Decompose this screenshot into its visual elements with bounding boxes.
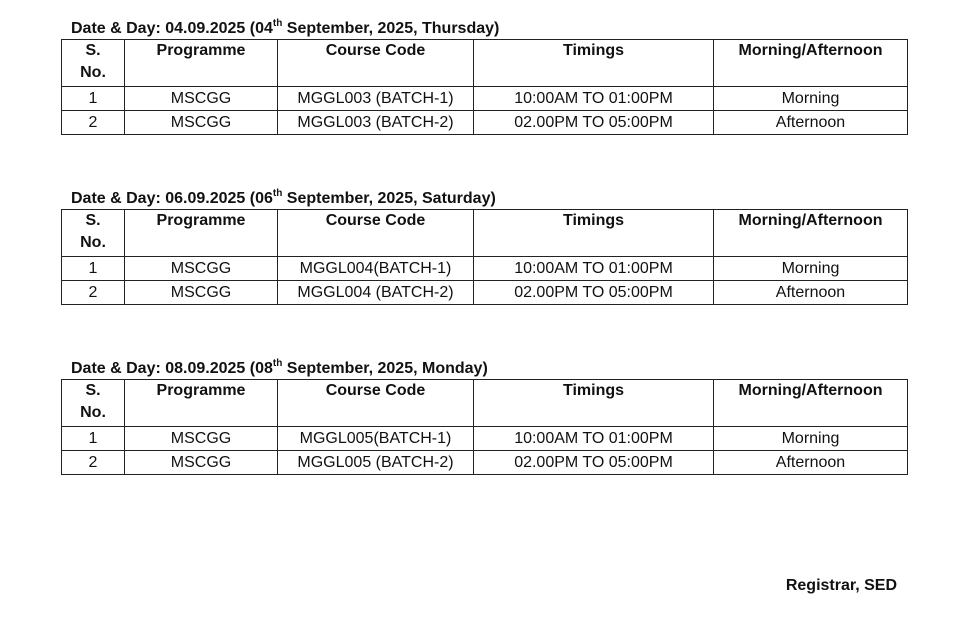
cell-timing: 02.00PM TO 05:00PM: [474, 451, 714, 475]
section-date-heading: [71, 19, 907, 39]
cell-sno: 1: [62, 427, 125, 451]
header-timings: Timings: [474, 40, 714, 87]
cell-timing: 02.00PM TO 05:00PM: [474, 281, 714, 305]
header-programme: Programme: [125, 40, 278, 87]
header-course-code: Course Code: [278, 210, 474, 257]
schedule-section-3: [61, 359, 907, 475]
schedule-table: [61, 379, 908, 475]
date-text: Date & Day: 06.09.2025 (06: [71, 190, 273, 207]
date-text-suffix: September, 2025, Saturday): [282, 190, 496, 207]
header-sno: S. No.: [62, 40, 125, 87]
header-session: Morning/Afternoon: [714, 380, 908, 427]
cell-course-code: MGGL003 (BATCH-1): [278, 87, 474, 111]
cell-timing: 10:00AM TO 01:00PM: [474, 87, 714, 111]
cell-sno: 1: [62, 87, 125, 111]
header-programme: Programme: [125, 210, 278, 257]
schedule-table: [61, 39, 908, 135]
table-row: [62, 451, 908, 475]
cell-course-code: MGGL005 (BATCH-2): [278, 451, 474, 475]
date-text: Date & Day: 08.09.2025 (08: [71, 360, 273, 377]
cell-sno: 2: [62, 111, 125, 135]
schedule-section-2: [61, 189, 907, 305]
date-text-suffix: September, 2025, Monday): [282, 360, 488, 377]
cell-course-code: MGGL005(BATCH-1): [278, 427, 474, 451]
header-programme: Programme: [125, 380, 278, 427]
date-ordinal: th: [272, 357, 283, 369]
schedule-table: [61, 209, 908, 305]
table-header-row: [62, 380, 908, 427]
table-row: [62, 281, 908, 305]
cell-programme: MSCGG: [125, 281, 278, 305]
header-sno: S. No.: [62, 210, 125, 257]
cell-programme: MSCGG: [125, 427, 278, 451]
cell-session: Afternoon: [714, 451, 908, 475]
cell-session: Afternoon: [714, 281, 908, 305]
table-row: [62, 257, 908, 281]
cell-course-code: MGGL003 (BATCH-2): [278, 111, 474, 135]
table-row: [62, 427, 908, 451]
cell-sno: 2: [62, 281, 125, 305]
cell-sno: 1: [62, 257, 125, 281]
table-row: [62, 87, 908, 111]
cell-sno: 2: [62, 451, 125, 475]
cell-timing: 10:00AM TO 01:00PM: [474, 427, 714, 451]
cell-session: Afternoon: [714, 111, 908, 135]
cell-timing: 02.00PM TO 05:00PM: [474, 111, 714, 135]
date-ordinal: th: [272, 187, 283, 199]
header-session: Morning/Afternoon: [714, 210, 908, 257]
date-text: Date & Day: 04.09.2025 (04: [71, 20, 273, 37]
header-course-code: Course Code: [278, 40, 474, 87]
cell-programme: MSCGG: [125, 257, 278, 281]
header-timings: Timings: [474, 380, 714, 427]
cell-course-code: MGGL004(BATCH-1): [278, 257, 474, 281]
header-sno: S. No.: [62, 380, 125, 427]
section-date-heading: [71, 189, 907, 209]
cell-programme: MSCGG: [125, 87, 278, 111]
table-header-row: [62, 40, 908, 87]
cell-programme: MSCGG: [125, 111, 278, 135]
header-session: Morning/Afternoon: [714, 40, 908, 87]
schedule-section-1: [61, 19, 907, 135]
cell-session: Morning: [714, 427, 908, 451]
section-date-heading: [71, 359, 907, 379]
cell-session: Morning: [714, 87, 908, 111]
cell-timing: 10:00AM TO 01:00PM: [474, 257, 714, 281]
header-course-code: Course Code: [278, 380, 474, 427]
date-text-suffix: September, 2025, Thursday): [282, 20, 500, 37]
signature-registrar: Registrar, SED: [785, 577, 897, 594]
table-row: [62, 111, 908, 135]
header-timings: Timings: [474, 210, 714, 257]
table-header-row: [62, 210, 908, 257]
cell-course-code: MGGL004 (BATCH-2): [278, 281, 474, 305]
cell-programme: MSCGG: [125, 451, 278, 475]
date-ordinal: th: [272, 17, 283, 29]
cell-session: Morning: [714, 257, 908, 281]
